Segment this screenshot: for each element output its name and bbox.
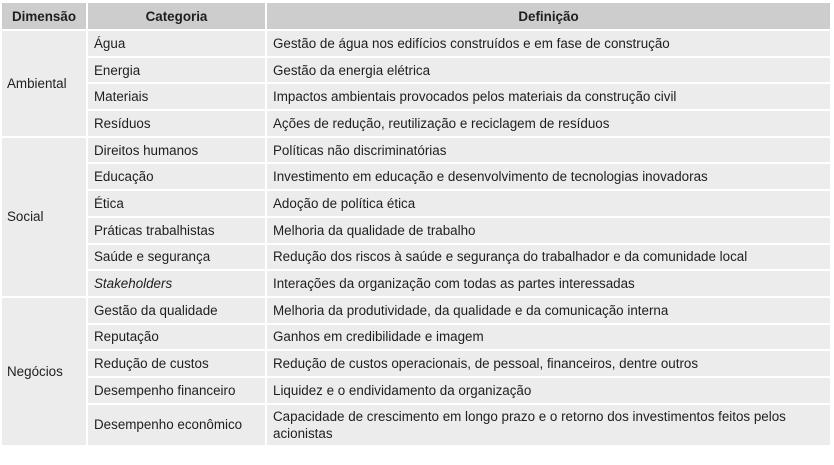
definition-cell: Ganhos em credibilidade e imagem [266, 324, 830, 351]
header-dimension: Dimensão [2, 3, 87, 30]
table-row [2, 137, 830, 164]
header-definition: Definição [266, 3, 830, 30]
category-cell: Práticas trabalhistas [87, 217, 266, 244]
definition-cell: Investimento em educação e desenvolvimento de tecnologias inovadoras [266, 163, 830, 190]
category-cell: Direitos humanos [87, 137, 266, 164]
header-row [2, 3, 830, 30]
definition-cell: Políticas não discriminatórias [266, 137, 830, 164]
table-row [2, 30, 830, 57]
category-cell: Stakeholders [87, 270, 266, 297]
category-cell: Saúde e segurança [87, 244, 266, 271]
category-cell: Resíduos [87, 110, 266, 137]
category-cell: Materiais [87, 83, 266, 110]
table-row [2, 190, 830, 217]
definition-cell: Melhoria da qualidade de trabalho [266, 217, 830, 244]
table-row [2, 377, 830, 404]
header-category: Categoria [87, 3, 266, 30]
definition-cell: Liquidez e o endividamento da organização [266, 377, 830, 404]
definition-cell: Gestão da energia elétrica [266, 57, 830, 84]
category-cell: Educação [87, 163, 266, 190]
table-row [2, 350, 830, 377]
definition-cell: Redução dos riscos à saúde e segurança do trabalhador e da comunidade local [266, 244, 830, 271]
definition-cell: Impactos ambientais provocados pelos materiais da construção civil [266, 83, 830, 110]
table-row [2, 324, 830, 351]
table-row [2, 83, 830, 110]
dimension-cell-ambiental: Ambiental [2, 30, 87, 137]
table-row [2, 297, 830, 324]
definition-cell: Adoção de política ética [266, 190, 830, 217]
category-cell: Desempenho financeiro [87, 377, 266, 404]
category-cell: Gestão da qualidade [87, 297, 266, 324]
definition-cell: Capacidade de crescimento em longo prazo e o retorno dos investimentos feitos pelos acionistas [266, 404, 830, 446]
table-row [2, 244, 830, 271]
table-row [2, 217, 830, 244]
table-row [2, 57, 830, 84]
category-cell: Água [87, 30, 266, 57]
table-row [2, 270, 830, 297]
category-cell: Reputação [87, 324, 266, 351]
category-cell: Desempenho econômico [87, 404, 266, 446]
table-row [2, 163, 830, 190]
definition-cell: Ações de redução, reutilização e reciclagem de resíduos [266, 110, 830, 137]
definition-cell: Redução de custos operacionais, de pessoal, financeiros, dentre outros [266, 350, 830, 377]
definition-cell: Interações da organização com todas as partes interessadas [266, 270, 830, 297]
table-row [2, 110, 830, 137]
category-cell: Redução de custos [87, 350, 266, 377]
definition-cell: Gestão de água nos edifícios construídos e em fase de construção [266, 30, 830, 57]
table-row [2, 404, 830, 446]
dimension-cell-social: Social [2, 137, 87, 297]
sustainability-table [2, 3, 830, 447]
definition-cell: Melhoria da produtividade, da qualidade e da comunicação interna [266, 297, 830, 324]
category-cell: Energia [87, 57, 266, 84]
category-cell: Ética [87, 190, 266, 217]
dimension-cell-negocios: Negócios [2, 297, 87, 446]
